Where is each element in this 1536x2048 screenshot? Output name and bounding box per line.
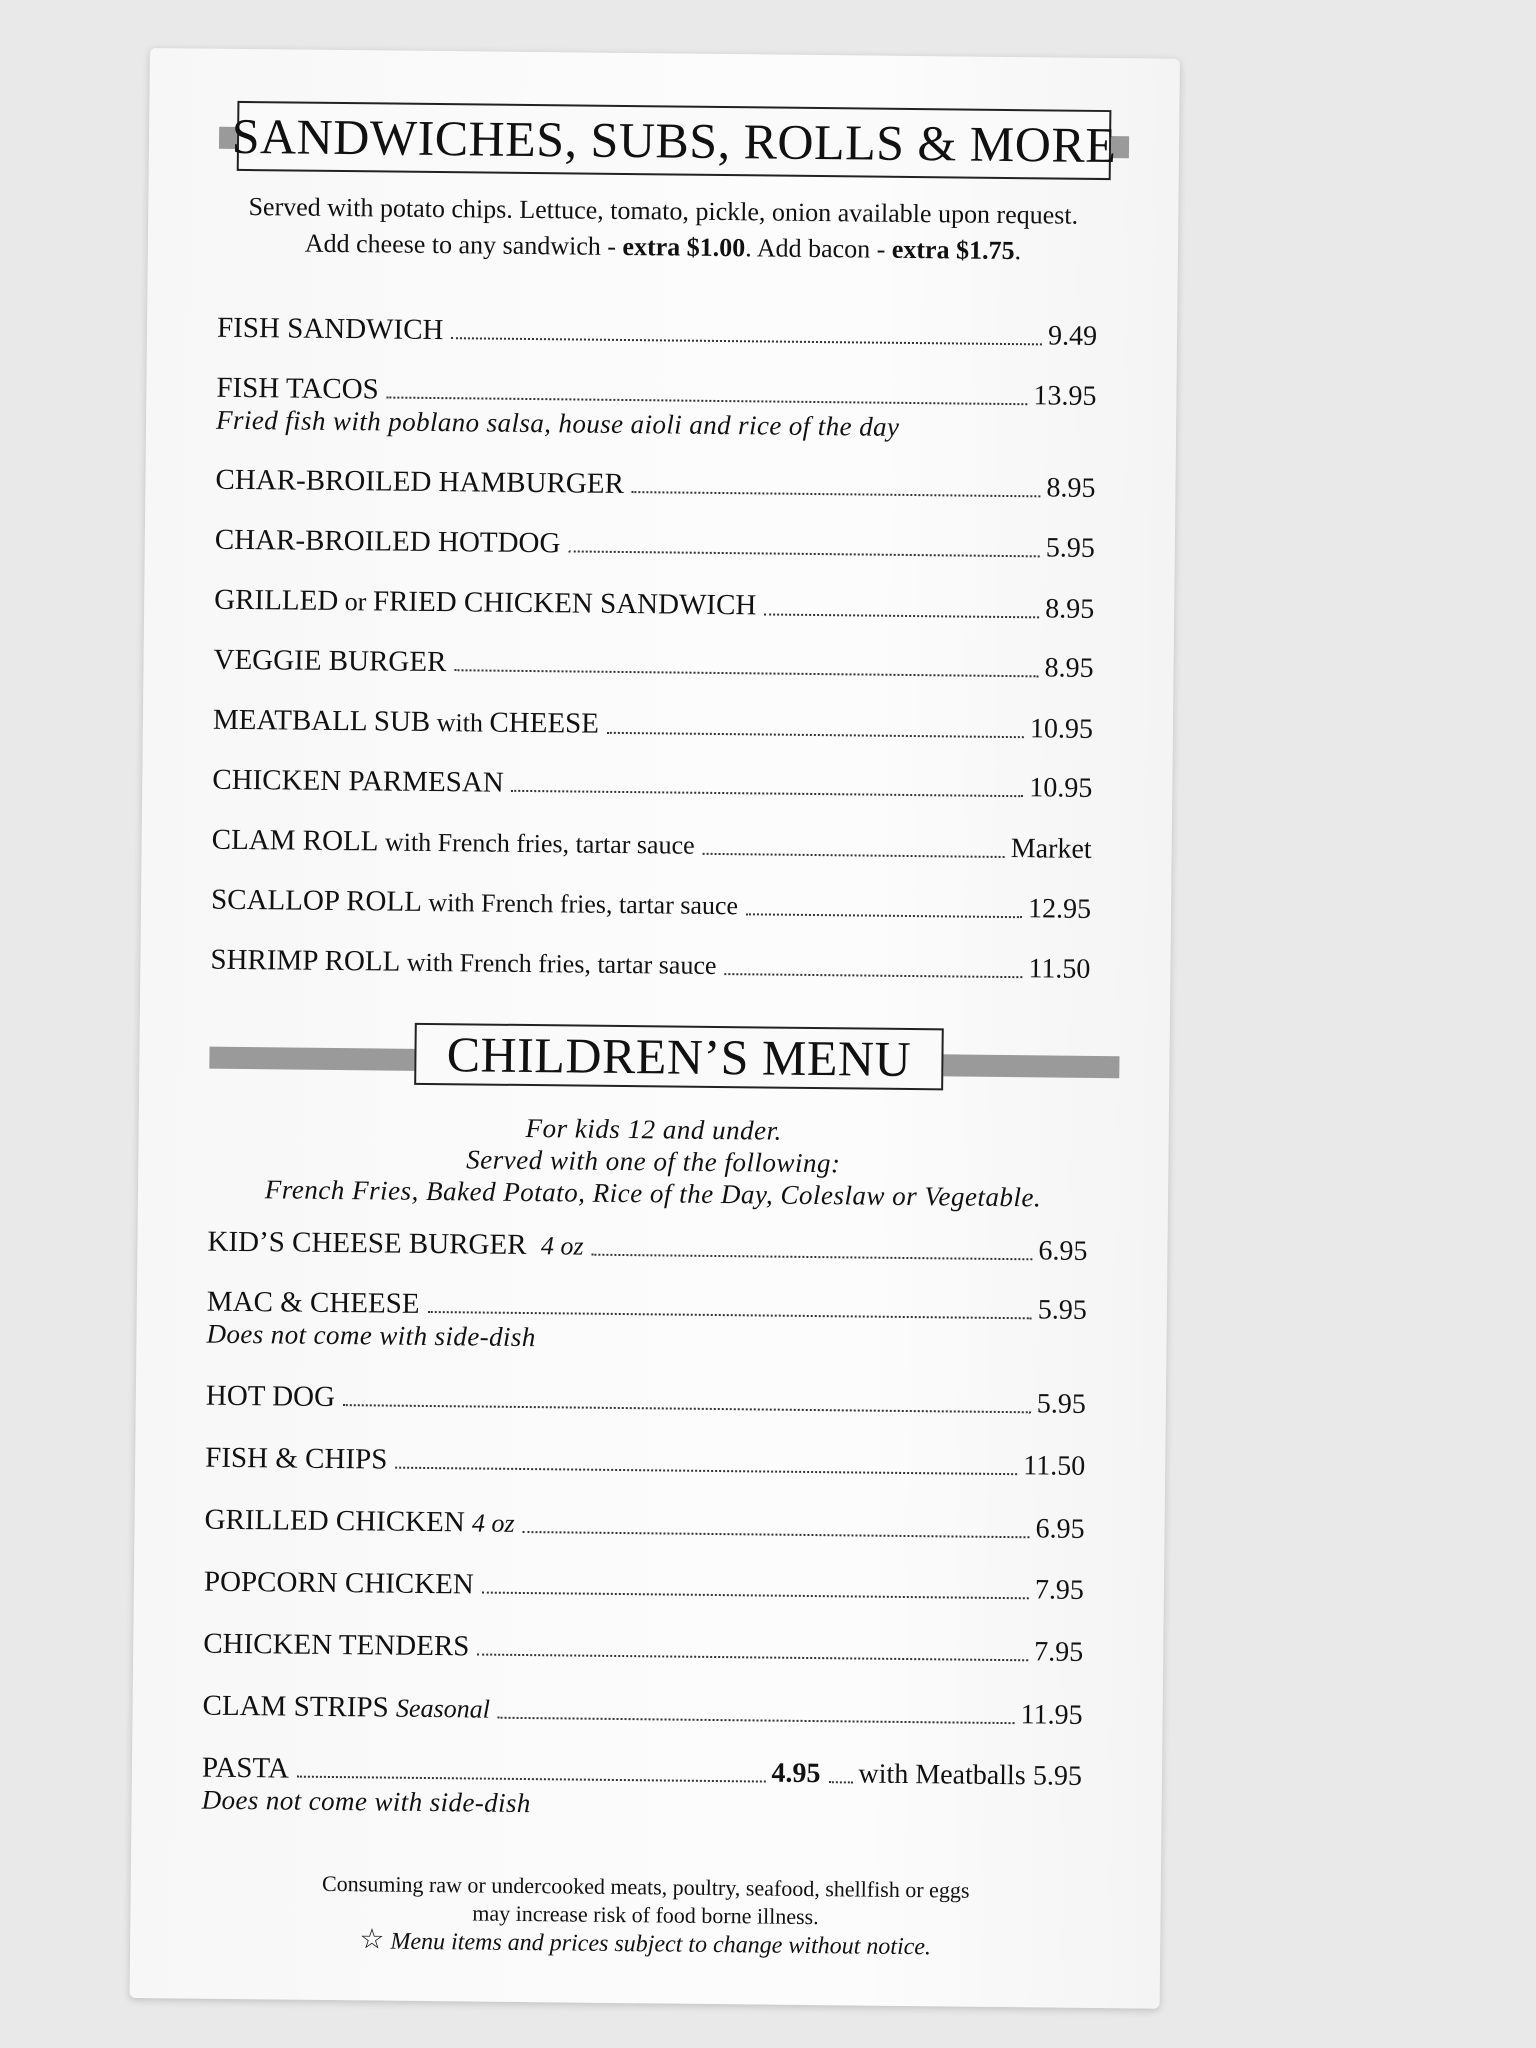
menu-item: PASTA 4.95 with Meatballs 5.95 Does not come with side-dish	[202, 1751, 1083, 1824]
menu-item: MAC & CHEESE 5.95 Does not come with side-dish	[206, 1285, 1087, 1358]
kids-intro-line-3: French Fries, Baked Potato, Rice of the Day, Coleslaw or Vegetable.	[264, 1174, 1042, 1213]
menu-item: VEGGIE BURGER 8.95	[213, 643, 1094, 684]
item-description: Fried fish with poblano salsa, house aioli and rice of the day	[215, 404, 900, 442]
item-description: Does not come with side-dish	[206, 1318, 536, 1353]
menu-item: CHICKEN TENDERS 7.95	[203, 1627, 1084, 1668]
menu-item: CLAM ROLL with French fries, tartar sauce Market	[211, 823, 1092, 865]
menu-item: SCALLOP ROLL with French fries, tartar sauce 12.95	[210, 883, 1092, 925]
children-header	[209, 1021, 1120, 1101]
sandwiches-header	[219, 101, 1130, 181]
sandwiches-title: SANDWICHES, SUBS, ROLLS & MORE	[237, 101, 1112, 180]
menu-item: CLAM STRIPS Seasonal 11.95	[202, 1689, 1083, 1731]
intro-line-2: Add cheese to any sandwich - extra $1.00. Add bacon - extra $1.75.	[304, 228, 1022, 266]
footer-disclaimer	[170, 1868, 1121, 1963]
footer-note: ☆ Menu items and prices subject to change without notice.	[359, 1924, 932, 1961]
sandwiches-intro	[188, 188, 1139, 270]
menu-page	[130, 48, 1180, 2009]
children-title: CHILDREN’S MENU	[414, 1023, 944, 1091]
menu-item: GRILLED or FRIED CHICKEN SANDWICH 8.95	[214, 583, 1095, 625]
menu-item: FISH & CHIPS 11.50	[205, 1441, 1086, 1482]
menu-item: FISH TACOS 13.95 Fried fish with poblano salsa, house aioli and rice of the day	[216, 371, 1097, 444]
menu-item: MEATBALL SUB with CHEESE 10.95	[212, 703, 1094, 745]
children-intro	[178, 1108, 1129, 1214]
menu-item: CHAR-BROILED HOTDOG 5.95	[214, 523, 1095, 564]
intro-line-1: Served with potato chips. Lettuce, tomato, pickle, onion available upon request.	[248, 192, 1079, 230]
menu-item: HOT DOG 5.95	[205, 1379, 1087, 1420]
star-outline-icon: ☆	[359, 1924, 385, 1956]
menu-item: KID’S CHEESE BURGER 4 oz 6.95	[207, 1225, 1088, 1267]
menu-item: SHRIMP ROLL with French fries, tartar sauce 11.50	[210, 943, 1091, 985]
kids-intro-line-1: For kids 12 and under.	[525, 1112, 782, 1146]
item-description: Does not come with side-dish	[201, 1784, 531, 1819]
menu-item: FISH SANDWICH 9.49	[216, 311, 1098, 352]
menu-item: CHAR-BROILED HAMBURGER 8.95	[215, 463, 1096, 504]
footer-line-1: Consuming raw or undercooked meats, poultry, seafood, shellfish or eggs	[321, 1870, 970, 1903]
menu-item: GRILLED CHICKEN 4 oz 6.95	[204, 1503, 1085, 1545]
footer-line-2: may increase risk of food borne illness.	[472, 1900, 819, 1930]
menu-item: POPCORN CHICKEN 7.95	[203, 1565, 1085, 1606]
kids-intro-line-2: Served with one of the following:	[466, 1144, 841, 1179]
menu-item: CHICKEN PARMESAN 10.95	[212, 763, 1093, 804]
